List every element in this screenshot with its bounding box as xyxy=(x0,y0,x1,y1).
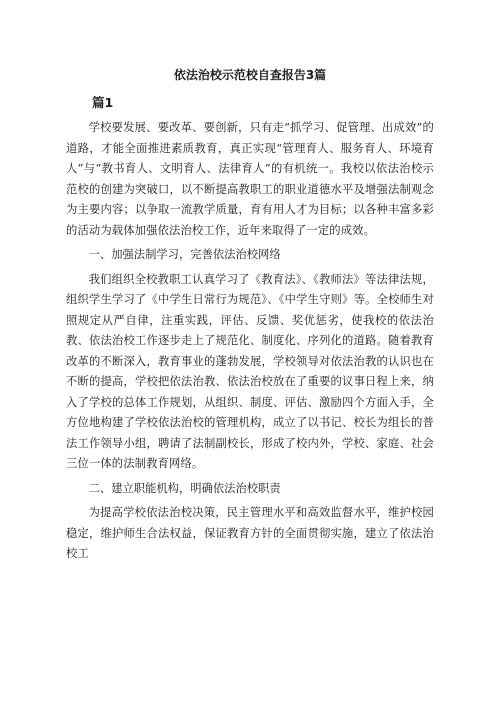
heading-2: 二、建立职能机构，明确依法治校职责 xyxy=(88,481,281,495)
paragraph-3: 为提高学校依法治校决策，民主管理水平和高效监督水平，维护校园稳定，维护师生合法权益，保证教育方针的全面贯彻实施，建立了依法治校工 xyxy=(66,506,434,560)
document-title: 依法治校示范校自查报告3篇 xyxy=(173,68,327,82)
paragraph-2: 我们组织全校教职工认真学习了《教育法》、《教师法》等法律法规，组织学生学习了《中学生日常行为规范》、《中学生守则》等。全校师生对照规定从严自律，注重实践，评估、反馈、奖优惩劣，使我校的依法治教、依法治校工作逐步走上了规范化、制度化、序列化的道路。随着教育改革的不断深入，教育事业的蓬勃发展，学校领导对依法治教的认识也在不断的提高，学校把依法治教、依法治校放在了重要的议事日程上来，纳入了学校的总体工作规划，从组织、制度、评估、激励四个方面入手，全方位地构建了学校依法治校的管理机构，成立了以书记、校长为组长的普法工作领导小组，聘请了法制副校长，形成了校内外，学校、家庭、社会三位一体的法制教育网络。 xyxy=(66,272,434,470)
paragraph-intro: 学校要发展、要改革、要创新，只有走“抓学习、促管理、出成效”的道路，才能全面推进素质教育，真正实现“管理育人、服务育人、环境育人”与“教书育人、文明育人、法律育人”的有机统一。我校以依法治校示范校的创建为突破口，以不断提高教职工的职业道德水平及增强法制观念为主要内容；以争取一流教学质量，育有用人才为目标；以各种丰富多彩的活动为载体加强依法治校工作，近年来取得了一定的成效。 xyxy=(66,121,434,237)
heading-1: 一、加强法制学习，完善依法治校网络 xyxy=(88,248,281,261)
section-label: 篇1 xyxy=(92,95,114,110)
